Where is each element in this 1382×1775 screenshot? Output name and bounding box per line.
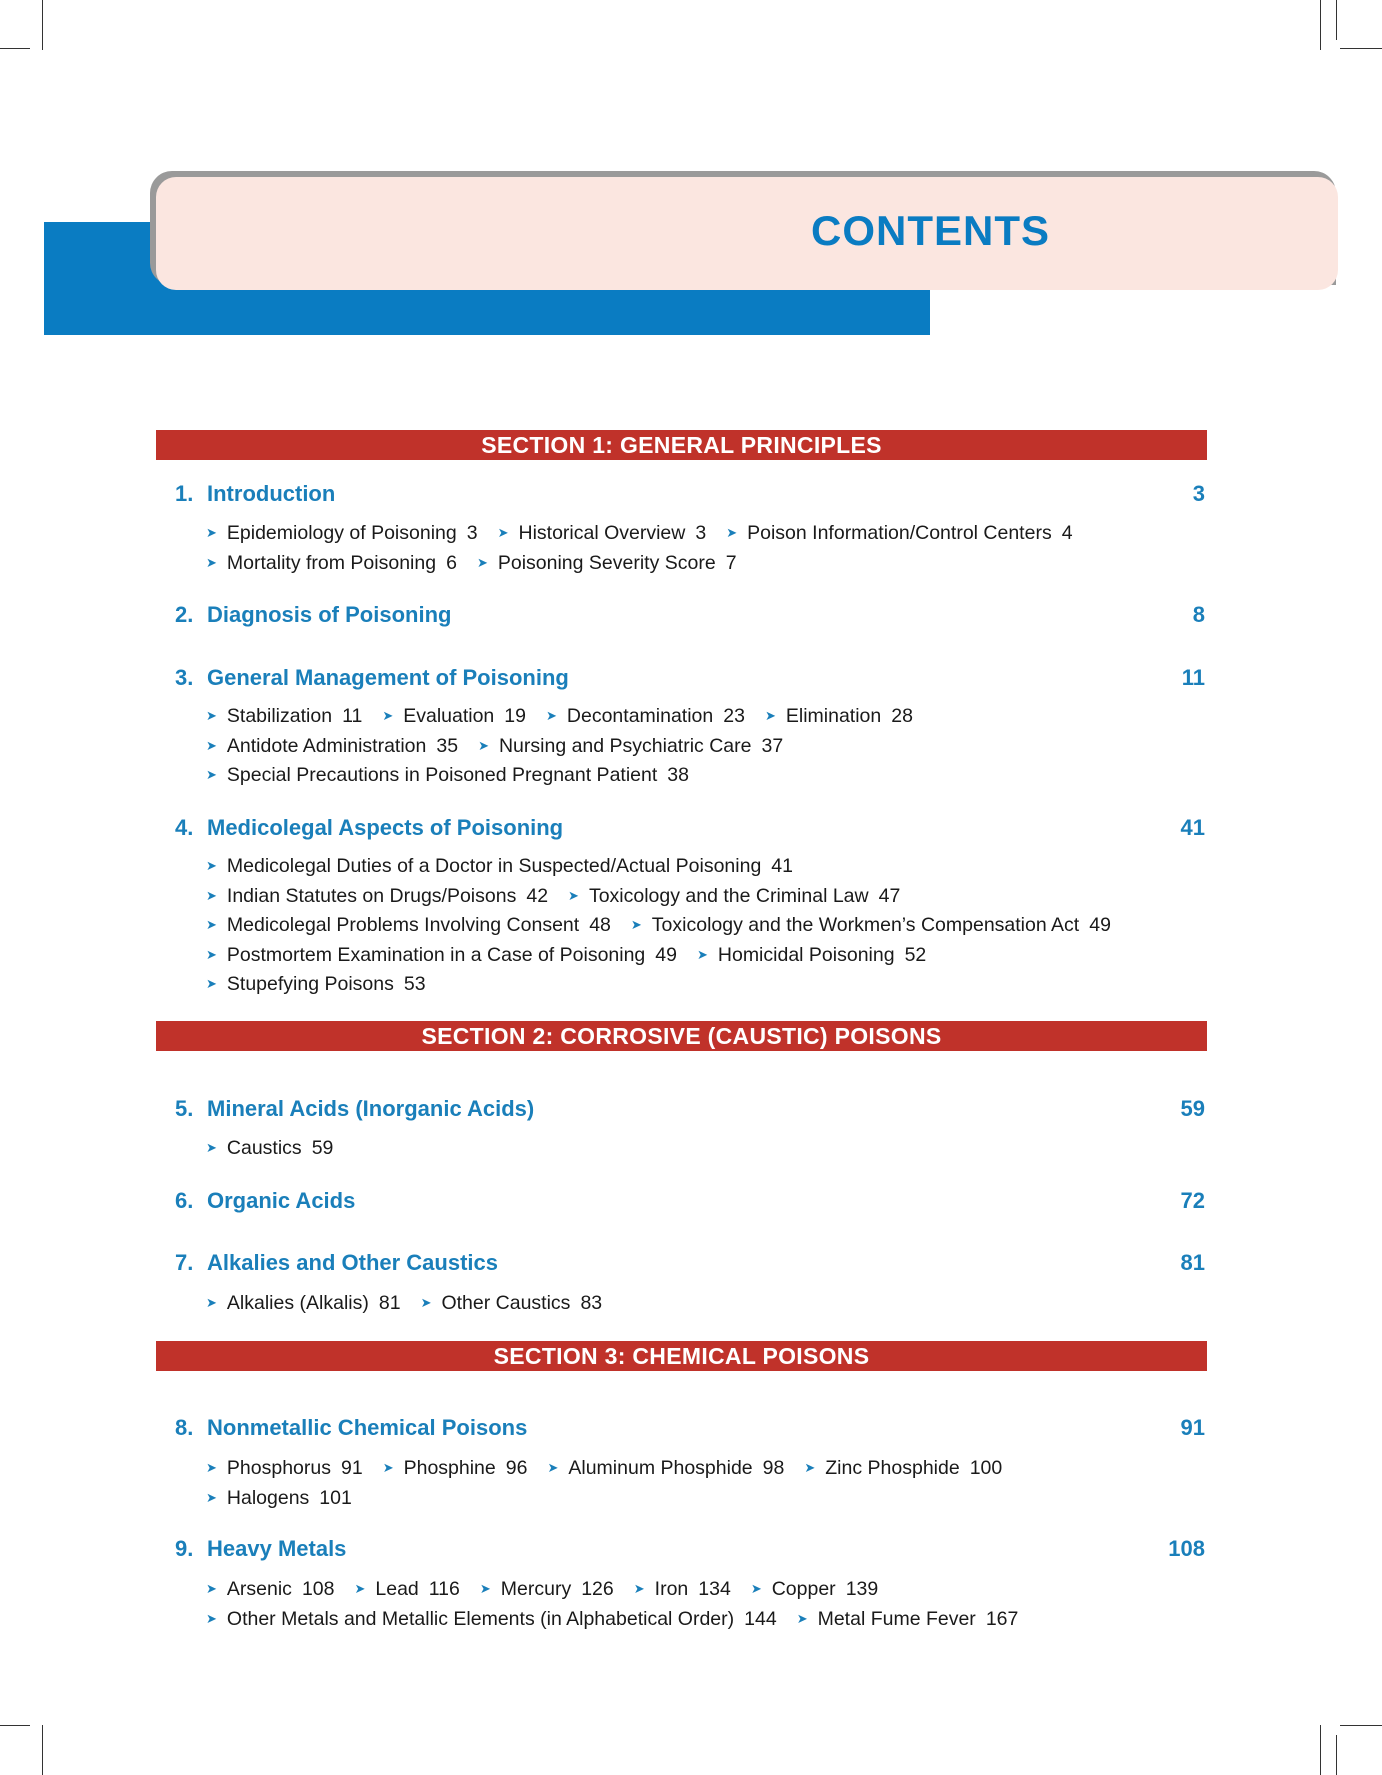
crop-mark xyxy=(1340,48,1382,49)
subtopic-line xyxy=(206,701,933,731)
subtopic-list xyxy=(206,1574,1038,1633)
arrow-bullet-icon: ➤ xyxy=(546,708,557,723)
subtopic-item[interactable] xyxy=(206,881,548,912)
chapter-page: 72 xyxy=(1180,1188,1205,1213)
subtopic-item[interactable] xyxy=(546,701,745,732)
chapter-page: 81 xyxy=(1180,1250,1205,1275)
subtopic-item[interactable] xyxy=(480,1574,614,1605)
subtopic-title: Epidemiology of Poisoning xyxy=(226,522,457,544)
arrow-bullet-icon: ➤ xyxy=(804,1460,816,1475)
chapter-number: 7. xyxy=(175,1250,194,1275)
arrow-bullet-icon: ➤ xyxy=(633,1581,645,1596)
chapter-number: 3. xyxy=(175,665,194,690)
subtopic-page: 134 xyxy=(698,1578,731,1600)
chapter-heading[interactable] xyxy=(175,1250,1205,1276)
subtopic-item[interactable] xyxy=(206,1133,333,1164)
subtopic-title: Medicolegal Duties of a Doctor in Suspected/Actual Poisoning xyxy=(226,855,762,877)
chapter-heading[interactable] xyxy=(175,1096,1205,1122)
subtopic-line xyxy=(206,1288,622,1318)
subtopic-item[interactable] xyxy=(206,1483,352,1514)
subtopic-title: Phosphine xyxy=(403,1457,496,1479)
subtopic-line xyxy=(206,1483,1022,1513)
subtopic-title: Nursing and Psychiatric Care xyxy=(498,734,752,757)
crop-mark xyxy=(42,1725,43,1775)
subtopic-line xyxy=(206,940,1131,970)
subtopic-item[interactable] xyxy=(751,1574,878,1605)
subtopic-item[interactable] xyxy=(421,1288,603,1319)
subtopic-title: Iron xyxy=(654,1578,689,1600)
chapter-title: Introduction xyxy=(207,481,336,506)
subtopic-item[interactable] xyxy=(726,518,1072,549)
subtopic-title: Indian Statutes on Drugs/Poisons xyxy=(226,884,517,907)
subtopic-page: 96 xyxy=(505,1457,528,1479)
chapter-title: Alkalies and Other Caustics xyxy=(207,1250,498,1275)
arrow-bullet-icon: ➤ xyxy=(206,554,217,570)
subtopic-title: Copper xyxy=(771,1578,836,1600)
subtopic-page: 49 xyxy=(1089,914,1111,936)
subtopic-line xyxy=(206,518,1093,548)
subtopic-page: 144 xyxy=(744,1607,777,1630)
subtopic-page: 100 xyxy=(969,1457,1003,1479)
subtopic-title: Special Precautions in Poisoned Pregnant Patient xyxy=(226,764,658,786)
arrow-bullet-icon: ➤ xyxy=(750,1581,762,1596)
subtopic-list xyxy=(206,1133,353,1163)
arrow-bullet-icon: ➤ xyxy=(206,708,217,723)
chapter-title: Heavy Metals xyxy=(207,1536,347,1561)
subtopic-item[interactable] xyxy=(206,701,362,732)
chapter-number: 1. xyxy=(175,481,194,506)
section-header-2: SECTION 2: CORROSIVE (CAUSTIC) POISONS xyxy=(156,1021,1207,1051)
subtopic-title: Historical Overview xyxy=(518,522,686,544)
subtopic-item[interactable] xyxy=(206,760,689,791)
subtopic-page: 139 xyxy=(845,1578,879,1600)
arrow-bullet-icon: ➤ xyxy=(497,525,509,540)
arrow-bullet-icon: ➤ xyxy=(796,1610,808,1626)
arrow-bullet-icon: ➤ xyxy=(206,917,217,932)
chapter-page: 91 xyxy=(1180,1415,1205,1440)
subtopic-page: 19 xyxy=(504,705,526,727)
subtopic-page: 7 xyxy=(725,551,737,574)
subtopic-line xyxy=(206,851,1131,881)
subtopic-item[interactable] xyxy=(568,881,900,912)
subtopic-page: 38 xyxy=(667,764,689,786)
subtopic-page: 42 xyxy=(526,884,549,907)
subtopic-page: 81 xyxy=(378,1292,401,1314)
subtopic-page: 3 xyxy=(466,522,478,544)
subtopic-title: Decontamination xyxy=(566,705,714,727)
subtopic-item[interactable] xyxy=(206,731,458,762)
subtopic-title: Alkalies (Alkalis) xyxy=(226,1292,369,1314)
subtopic-item[interactable] xyxy=(383,1453,528,1484)
arrow-bullet-icon: ➤ xyxy=(354,1581,366,1596)
subtopic-item[interactable] xyxy=(206,518,478,549)
chapter-page: 8 xyxy=(1192,602,1205,627)
chapter-title: Medicolegal Aspects of Poisoning xyxy=(207,815,564,840)
subtopic-line xyxy=(206,731,933,761)
subtopic-item[interactable] xyxy=(206,1604,777,1635)
arrow-bullet-icon: ➤ xyxy=(206,737,217,753)
subtopic-page: 98 xyxy=(762,1457,785,1479)
subtopic-title: Medicolegal Problems Involving Consent xyxy=(226,914,580,936)
subtopic-line xyxy=(206,881,1131,911)
crop-mark xyxy=(0,48,30,49)
chapter-title: General Management of Poisoning xyxy=(207,665,569,690)
subtopic-page: 101 xyxy=(319,1486,352,1509)
arrow-bullet-icon: ➤ xyxy=(206,525,217,540)
arrow-bullet-icon: ➤ xyxy=(206,1610,217,1626)
subtopic-title: Toxicology and the Criminal Law xyxy=(588,884,869,907)
subtopic-page: 6 xyxy=(446,551,457,574)
title-box xyxy=(156,177,1338,290)
arrow-bullet-icon: ➤ xyxy=(206,767,217,782)
subtopic-title: Poisoning Severity Score xyxy=(497,551,716,574)
subtopic-page: 47 xyxy=(878,884,901,907)
subtopic-title: Zinc Phosphide xyxy=(825,1457,960,1479)
chapter-heading[interactable] xyxy=(175,1415,1205,1441)
subtopic-item[interactable] xyxy=(547,1453,784,1484)
subtopic-page: 167 xyxy=(985,1607,1019,1630)
chapter-heading[interactable] xyxy=(175,665,1205,691)
crop-mark xyxy=(0,1725,30,1726)
subtopic-title: Elimination xyxy=(785,705,882,727)
arrow-bullet-icon: ➤ xyxy=(206,946,217,962)
chapter-heading[interactable] xyxy=(175,602,1205,628)
subtopic-page: 49 xyxy=(655,943,677,966)
subtopic-page: 23 xyxy=(723,705,745,727)
crop-mark xyxy=(1340,1725,1382,1726)
subtopic-page: 116 xyxy=(428,1578,460,1600)
subtopic-title: Arsenic xyxy=(226,1578,292,1600)
chapter-heading[interactable] xyxy=(175,1188,1205,1214)
subtopic-item[interactable] xyxy=(477,548,737,579)
subtopic-page: 59 xyxy=(311,1137,334,1159)
chapter-number: 8. xyxy=(175,1415,194,1440)
arrow-bullet-icon: ➤ xyxy=(206,1140,217,1155)
subtopic-title: Homicidal Poisoning xyxy=(717,943,895,966)
subtopic-title: Evaluation xyxy=(403,705,495,727)
crop-mark xyxy=(1320,0,1321,50)
subtopic-item[interactable] xyxy=(206,910,611,941)
subtopic-line xyxy=(206,1574,1038,1604)
section-header-3: SECTION 3: CHEMICAL POISONS xyxy=(156,1341,1207,1371)
arrow-bullet-icon: ➤ xyxy=(206,1460,217,1475)
arrow-bullet-icon: ➤ xyxy=(206,1489,217,1505)
crop-mark xyxy=(1336,0,1337,40)
subtopic-page: 37 xyxy=(761,734,784,757)
arrow-bullet-icon: ➤ xyxy=(206,887,217,903)
subtopic-line xyxy=(206,1133,353,1163)
subtopic-item[interactable] xyxy=(634,1574,731,1605)
crop-mark xyxy=(42,0,43,50)
subtopic-list xyxy=(206,1288,622,1318)
subtopic-list xyxy=(206,518,1093,577)
subtopic-title: Antidote Administration xyxy=(226,734,427,757)
chapter-title: Diagnosis of Poisoning xyxy=(207,602,452,627)
arrow-bullet-icon: ➤ xyxy=(726,525,738,540)
section-header-1: SECTION 1: GENERAL PRINCIPLES xyxy=(156,430,1207,460)
subtopic-item[interactable] xyxy=(765,701,913,732)
chapter-title: Nonmetallic Chemical Poisons xyxy=(207,1415,528,1440)
arrow-bullet-icon: ➤ xyxy=(479,1581,491,1596)
arrow-bullet-icon: ➤ xyxy=(206,1581,217,1596)
chapter-page: 41 xyxy=(1180,815,1205,840)
subtopic-title: Phosphorus xyxy=(226,1457,331,1479)
arrow-bullet-icon: ➤ xyxy=(206,976,217,991)
chapter-page: 59 xyxy=(1180,1096,1205,1121)
subtopic-item[interactable] xyxy=(206,940,677,971)
chapter-page: 108 xyxy=(1168,1536,1205,1561)
subtopic-list xyxy=(206,701,933,790)
subtopic-line xyxy=(206,910,1131,940)
arrow-bullet-icon: ➤ xyxy=(547,1460,559,1475)
subtopic-page: 41 xyxy=(771,855,793,877)
subtopic-title: Lead xyxy=(375,1578,419,1600)
subtopic-item[interactable] xyxy=(206,1288,401,1319)
subtopic-title: Toxicology and the Workmen’s Compensation Act xyxy=(651,914,1080,936)
arrow-bullet-icon: ➤ xyxy=(696,946,708,962)
page-title: CONTENTS xyxy=(811,207,1050,254)
subtopic-page: 35 xyxy=(436,734,459,757)
chapter-page: 11 xyxy=(1181,665,1205,690)
subtopic-page: 48 xyxy=(589,914,611,936)
subtopic-line xyxy=(206,1453,1022,1483)
subtopic-line xyxy=(206,1604,1038,1634)
arrow-bullet-icon: ➤ xyxy=(382,708,394,723)
arrow-bullet-icon: ➤ xyxy=(476,554,488,570)
subtopic-title: Caustics xyxy=(226,1137,302,1159)
subtopic-page: 11 xyxy=(342,705,363,727)
arrow-bullet-icon: ➤ xyxy=(206,858,217,873)
subtopic-item[interactable] xyxy=(697,940,926,971)
chapter-number: 9. xyxy=(175,1536,194,1561)
chapter-number: 5. xyxy=(175,1096,194,1121)
subtopic-title: Mercury xyxy=(500,1578,572,1600)
subtopic-item[interactable] xyxy=(804,1453,1002,1484)
crop-mark xyxy=(1320,1725,1321,1775)
subtopic-page: 126 xyxy=(581,1578,614,1600)
subtopic-item[interactable] xyxy=(478,731,783,762)
subtopic-title: Halogens xyxy=(226,1486,310,1509)
subtopic-page: 108 xyxy=(301,1578,335,1600)
subtopic-title: Poison Information/Control Centers xyxy=(747,522,1052,544)
subtopic-page: 3 xyxy=(695,522,707,544)
subtopic-item[interactable] xyxy=(206,1574,334,1605)
subtopic-title: Other Caustics xyxy=(441,1292,571,1314)
subtopic-title: Metal Fume Fever xyxy=(817,1607,976,1630)
subtopic-title: Other Metals and Metallic Elements (in Alphabetical Order) xyxy=(226,1607,735,1630)
subtopic-title: Postmortem Examination in a Case of Poisoning xyxy=(226,943,646,966)
chapter-title: Mineral Acids (Inorganic Acids) xyxy=(207,1096,535,1121)
arrow-bullet-icon: ➤ xyxy=(206,1295,217,1310)
subtopic-page: 91 xyxy=(340,1457,363,1479)
subtopic-item[interactable] xyxy=(498,518,707,549)
subtopic-page: 52 xyxy=(904,943,927,966)
arrow-bullet-icon: ➤ xyxy=(568,887,579,903)
chapter-number: 2. xyxy=(175,602,194,627)
arrow-bullet-icon: ➤ xyxy=(630,917,642,932)
chapter-heading[interactable] xyxy=(175,481,1205,507)
chapter-heading[interactable] xyxy=(175,1536,1205,1562)
subtopic-item[interactable] xyxy=(206,548,457,579)
subtopic-item[interactable] xyxy=(354,1574,459,1605)
subtopic-item[interactable] xyxy=(797,1604,1019,1635)
subtopic-list xyxy=(206,1453,1022,1512)
subtopic-page: 83 xyxy=(580,1292,603,1314)
subtopic-title: Mortality from Poisoning xyxy=(226,551,437,574)
subtopic-page: 53 xyxy=(403,973,426,995)
subtopic-line xyxy=(206,969,1131,999)
arrow-bullet-icon: ➤ xyxy=(764,708,776,723)
subtopic-title: Stabilization xyxy=(226,705,333,727)
chapter-number: 6. xyxy=(175,1188,194,1213)
subtopic-line xyxy=(206,548,1093,578)
chapter-title: Organic Acids xyxy=(207,1188,356,1213)
subtopic-item[interactable] xyxy=(206,969,426,1000)
arrow-bullet-icon: ➤ xyxy=(382,1460,394,1475)
subtopic-list xyxy=(206,851,1131,999)
subtopic-item[interactable] xyxy=(206,1453,363,1484)
subtopic-item[interactable] xyxy=(382,701,526,732)
crop-mark xyxy=(1336,1735,1337,1775)
chapter-page: 3 xyxy=(1192,481,1205,506)
chapter-number: 4. xyxy=(175,815,194,840)
subtopic-page: 28 xyxy=(891,705,913,727)
arrow-bullet-icon: ➤ xyxy=(478,737,489,753)
subtopic-title: Stupefying Poisons xyxy=(226,973,394,995)
subtopic-item[interactable] xyxy=(206,851,793,882)
subtopic-item[interactable] xyxy=(631,910,1111,941)
subtopic-line xyxy=(206,760,933,790)
arrow-bullet-icon: ➤ xyxy=(420,1295,432,1310)
chapter-heading[interactable] xyxy=(175,815,1205,841)
subtopic-title: Aluminum Phosphide xyxy=(568,1457,753,1479)
subtopic-page: 4 xyxy=(1061,522,1073,544)
